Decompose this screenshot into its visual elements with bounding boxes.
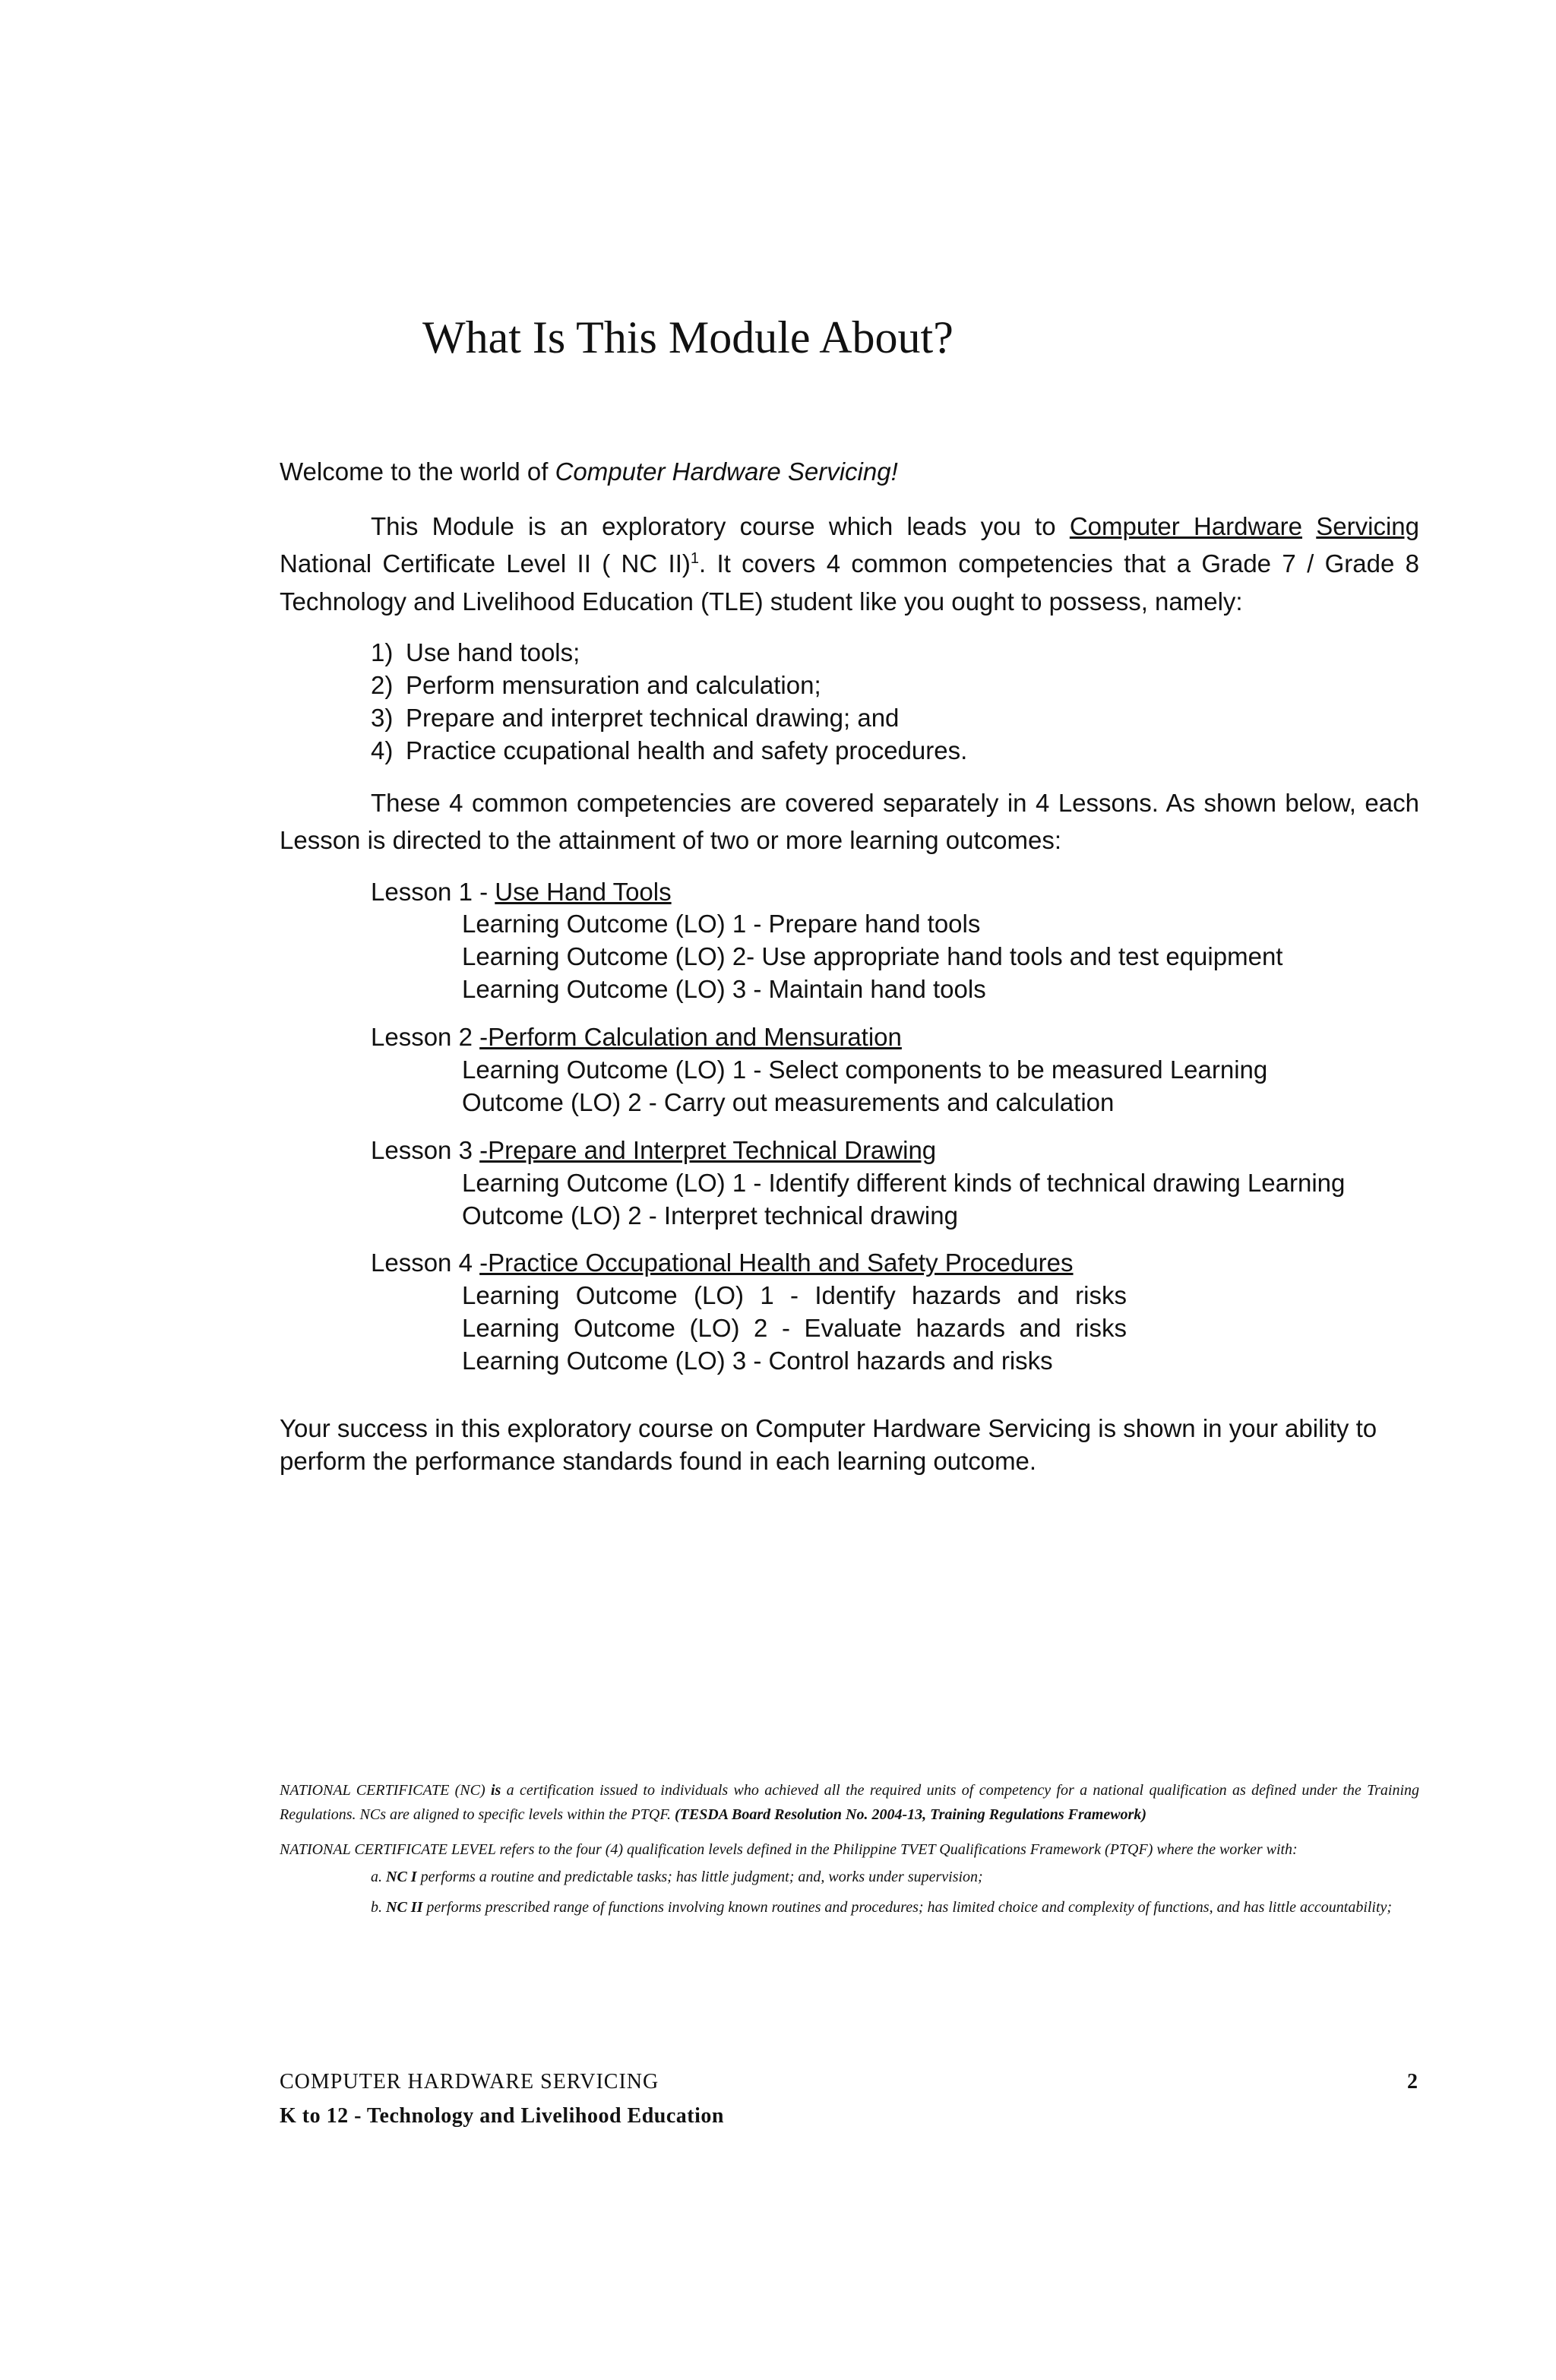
welcome-course-name: Computer Hardware Servicing! <box>555 457 898 486</box>
footnote-text: refers to the four (4) qualification levels defined in the Philippine TVET Qualifications Framework (PTQF) where the worker with: <box>495 1841 1298 1858</box>
list-number: 2) <box>371 670 394 699</box>
page-footer <box>280 2065 724 2134</box>
footnotes <box>280 1778 1419 1926</box>
learning-outcome: Outcome (LO) 2 - Carry out measurements and calculation <box>462 1087 1115 1116</box>
lesson-2 <box>371 1021 1419 1119</box>
footnote-nc-level <box>280 1837 1419 1862</box>
learning-outcome: Learning Outcome (LO) 1 - Identify different kinds of technical drawing Learning <box>462 1168 1346 1197</box>
lesson-1 <box>371 876 1419 1007</box>
learning-outcome: Learning Outcome (LO) 3 - Control hazards and risks <box>462 1347 1053 1375</box>
learning-outcome: Outcome (LO) 2 - Interpret technical drawing <box>462 1201 958 1230</box>
lesson-prefix: Lesson 1 - <box>371 877 495 906</box>
footnote-ref: 1 <box>690 550 699 567</box>
lesson-heading <box>371 1247 1419 1280</box>
learning-outcomes <box>371 1280 1419 1378</box>
footer-subtitle: K to 12 - Technology and Livelihood Education <box>280 2103 724 2128</box>
list-text: Perform mensuration and calculation; <box>406 670 821 699</box>
intro-text-2: National Certificate Level II ( NC II) <box>280 549 691 578</box>
lesson-4 <box>371 1247 1419 1378</box>
lesson-prefix: Lesson 3 <box>371 1135 480 1164</box>
learning-outcomes <box>371 1167 1419 1233</box>
learning-outcomes <box>371 908 1419 1006</box>
footnote-term: NATIONAL CERTIFICATE (NC) <box>280 1782 491 1799</box>
learning-outcome: Learning Outcome (LO) 1 - Identify hazards and risks <box>462 1281 1127 1310</box>
footnote-reference: (TESDA Board Resolution No. 2004-13, Training Regulations Framework) <box>674 1806 1146 1823</box>
lesson-prefix: Lesson 4 <box>371 1249 480 1277</box>
lesson-title-link[interactable]: -Perform Calculation and Mensuration <box>479 1023 902 1052</box>
footnote-item-nc1 <box>371 1865 1419 1889</box>
item-term: NC II <box>386 1899 423 1916</box>
lesson-heading <box>371 1021 1419 1054</box>
lesson-heading <box>371 1135 1419 1167</box>
welcome-line <box>280 453 1419 491</box>
learning-outcome: Learning Outcome (LO) 3 - Maintain hand tools <box>462 975 986 1004</box>
lesson-heading <box>371 876 1419 909</box>
item-prefix: a. <box>371 1869 386 1885</box>
learning-outcome: Learning Outcome (LO) 1 - Select components to be measured Learning <box>462 1055 1268 1084</box>
link-servicing[interactable]: Servicing <box>1316 511 1419 540</box>
footnote-term: NATIONAL CERTIFICATE LEVEL <box>280 1841 496 1858</box>
module-body <box>280 453 1419 1478</box>
competency-list <box>371 637 1419 767</box>
item-text: performs a routine and predictable tasks; has little judgment; and, works under supervision; <box>416 1869 983 1885</box>
footnote-nc <box>280 1778 1419 1827</box>
list-item <box>371 637 1419 669</box>
list-text: Practice ccupational health and safety procedures. <box>406 736 968 764</box>
lesson-title-link[interactable]: Use Hand Tools <box>495 877 672 906</box>
lesson-title-link[interactable]: -Practice Occupational Health and Safety Procedures <box>479 1249 1074 1277</box>
page-title: What Is This Module About? <box>422 312 954 362</box>
intro-text-1: This Module is an exploratory course which leads you to <box>371 511 1070 540</box>
welcome-prefix: Welcome to the world of <box>280 457 555 486</box>
learning-outcome: Learning Outcome (LO) 2 - Evaluate hazards and risks <box>462 1314 1127 1343</box>
list-item <box>371 735 1419 767</box>
item-prefix: b. <box>371 1899 386 1916</box>
list-item <box>371 702 1419 735</box>
lesson-3 <box>371 1135 1419 1233</box>
list-item <box>371 669 1419 702</box>
lesson-title-link[interactable]: -Prepare and Interpret Technical Drawing <box>479 1135 937 1164</box>
intro-paragraph <box>280 508 1419 621</box>
list-number: 4) <box>371 736 394 764</box>
success-paragraph: Your success in this exploratory course on Computer Hardware Servicing is shown in your ability to perform the performance standards found in each learning outcome. <box>280 1414 1377 1475</box>
list-number: 3) <box>371 703 394 732</box>
lesson-prefix: Lesson 2 <box>371 1023 480 1052</box>
list-text: Use hand tools; <box>406 638 580 666</box>
learning-outcomes <box>371 1054 1419 1119</box>
learning-outcome: Learning Outcome (LO) 2- Use appropriate hand tools and test equipment <box>462 942 1283 971</box>
footnote-item-nc2 <box>371 1895 1419 1920</box>
item-text: performs prescribed range of functions involving known routines and procedures; has limited choice and complexity of functions, and has little accountability; <box>422 1899 1393 1916</box>
footer-course-title: COMPUTER HARDWARE SERVICING <box>280 2070 659 2094</box>
link-computer-hardware[interactable]: Computer Hardware <box>1069 511 1303 540</box>
lessons-intro: These 4 common competencies are covered separately in 4 Lessons. As shown below, each Lesson is directed to the attainment of two or more learning outcomes: <box>280 788 1419 855</box>
lesson-list <box>371 876 1419 1378</box>
intro-text-3: . It covers 4 common competencies that a Grade 7 / Grade 8 Technology and Livelihood Education (TLE) student like you ought to possess, namely: <box>280 549 1419 616</box>
list-text: Prepare and interpret technical drawing; and <box>406 703 900 732</box>
item-term: NC I <box>386 1869 417 1885</box>
footnote-text: a certification issued to individuals who achieved all the required units of competency for a national qualification as defined under the Training Regulations. NCs are aligned to specific levels within the PTQF. <box>280 1782 1420 1823</box>
intro-space <box>1302 512 1316 540</box>
list-number: 1) <box>371 638 394 666</box>
page-number: 2 <box>1407 2070 1418 2094</box>
learning-outcome: Learning Outcome (LO) 1 - Prepare hand tools <box>462 910 981 938</box>
footnote-is: is <box>490 1782 501 1799</box>
